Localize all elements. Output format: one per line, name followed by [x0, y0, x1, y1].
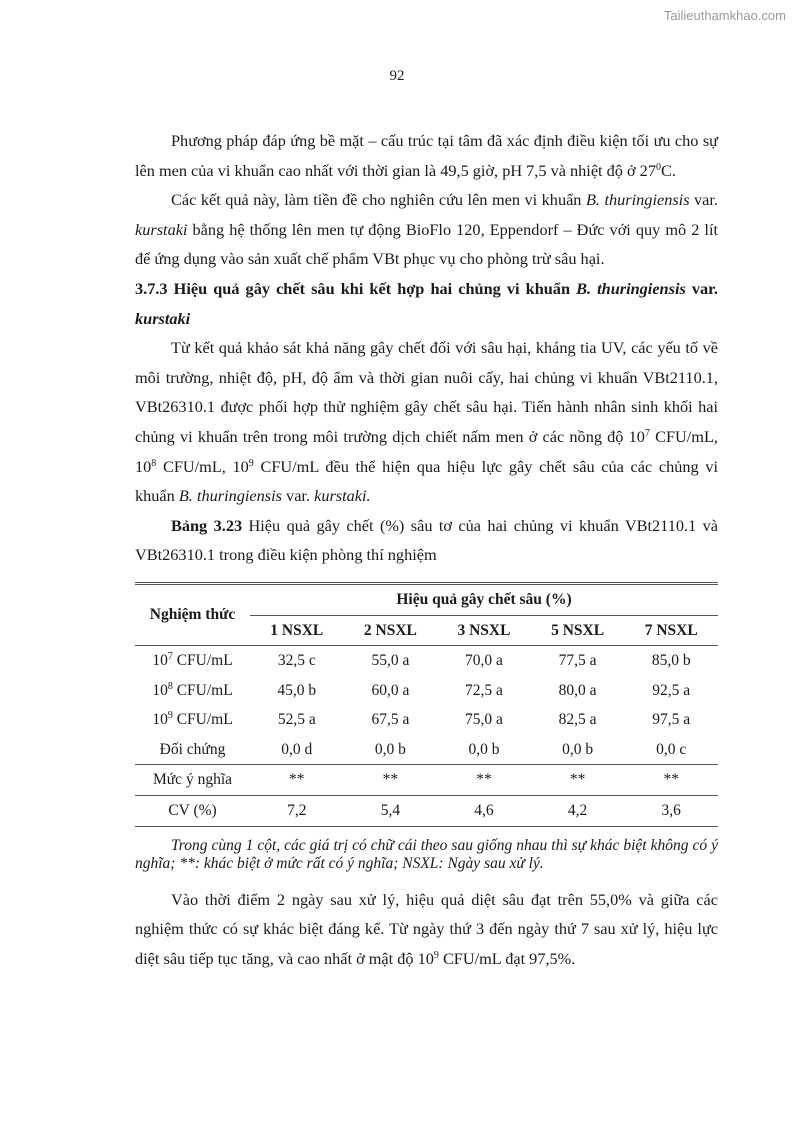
row-label: $10^9$ CFU/mL	[152, 710, 233, 729]
row-label: CV (%)	[135, 796, 250, 827]
row-label: Đối chứng	[159, 740, 226, 758]
header-col-7nsxl: 7 NSXL	[624, 615, 718, 646]
table-cell: 0,0 b	[562, 740, 594, 758]
table-cell: 4,2	[531, 796, 625, 827]
watermark: Tailieuthamkhao.com	[663, 8, 786, 23]
table-cell: 55,0 a	[371, 652, 410, 670]
table-cell: 45,0 b	[277, 681, 317, 699]
section-heading: 3.7.3 Hiệu quả gây chết sâu khi kết hợp hai chủng vi khuẩn B. thuringiensis var. kurstaki	[135, 278, 718, 328]
header-treatment: Nghiệm thức	[135, 583, 250, 645]
table-cell: 92,5 a	[652, 681, 691, 699]
table-cell: 4,6	[437, 796, 531, 827]
page-number: 92	[389, 68, 405, 84]
table-cell: 3,6	[624, 796, 718, 827]
table-cell: **	[250, 765, 344, 796]
results-table	[135, 582, 718, 827]
paragraph-experiment: Từ kết quả khảo sát khả năng gây chết đối với sâu hại, kháng tia UV, các yếu tố về môi trường, nhiệt độ, pH, độ ẩm và thời gian nuôi cấy, hai chủng vi khuẩn VBt2110.1, VBt26310.1 được phối hợp thử nghiệm gây chết sâu hại. Tiến hành nhân sinh khối hai chủng vi khuẩn trên trong môi trường dịch chiết nấm men ở các nồng độ $10^7$ CFU/mL, $10^8$ CFU/mL, $10^9$ CFU/mL đều thể hiện qua hiệu lực gây chết sâu của các chủng vi khuẩn B. thuringiensis var. kurstaki.	[135, 338, 718, 506]
table-cell: 32,5 c	[277, 652, 316, 670]
header-mortality-group: Hiệu quả gây chết sâu (%)	[396, 590, 572, 608]
paragraph-results-basis: Các kết quả này, làm tiền đề cho nghiên cứu lên men vi khuẩn B. thuringiensis var. kurstaki bằng hệ thống lên men tự động BioFlo 120, Eppendorf – Đức với quy mô 2 lít để ứng dụng vào sản xuất chế phẩm VBt phục vụ cho phòng trừ sâu hại.	[135, 190, 719, 269]
row-label: $10^7$ CFU/mL	[152, 651, 233, 670]
table-cell: **	[437, 765, 531, 796]
table-cell: 70,0 a	[465, 652, 503, 670]
table-row	[135, 705, 718, 735]
header-col-5nsxl: 5 NSXL	[531, 615, 625, 646]
table-row	[135, 676, 718, 706]
table-cell: 0,0 b	[374, 740, 406, 758]
table-cell: 7,2	[250, 796, 344, 827]
table-cell: **	[344, 765, 438, 796]
table-cell: 5,4	[344, 796, 438, 827]
table-cell: 77,5 a	[558, 652, 597, 670]
table-cell: 80,0 a	[558, 681, 597, 699]
header-col-2nsxl: 2 NSXL	[344, 615, 438, 646]
paragraph-conclusion: Vào thời điểm 2 ngày sau xử lý, hiệu quả diệt sâu đạt trên 55,0% và giữa các nghiệm thức có sự khác biệt đáng kể. Từ ngày thứ 3 đến ngày thứ 7 sau xử lý, hiệu lực diệt sâu tiếp tục tăng, và cao nhất ở mật độ $10^9$ CFU/mL đạt 97,5%.	[135, 889, 718, 968]
table-cell: 82,5 a	[558, 711, 597, 729]
table-cell: 0,0 b	[468, 740, 500, 758]
table-cell: 60,0 a	[371, 681, 410, 699]
header-col-3nsxl: 3 NSXL	[437, 615, 531, 646]
table-row	[135, 646, 718, 676]
table-row	[135, 735, 718, 765]
paragraph-optimization: Phương pháp đáp ứng bề mặt – cấu trúc tại tâm đã xác định điều kiện tối ưu cho sự lên men của vi khuẩn cao nhất với thời gian là 49,5 giờ, pH 7,5 và nhiệt độ ở $27^0C$.	[135, 131, 718, 180]
table-row	[135, 765, 718, 796]
table-cell: 75,0 a	[465, 711, 503, 729]
row-label: Mức ý nghĩa	[135, 765, 250, 796]
table-cell: 0,0 d	[281, 740, 313, 758]
table-cell: 85,0 b	[651, 652, 691, 670]
table-cell: 97,5 a	[652, 711, 691, 729]
table-cell: 72,5 a	[465, 681, 503, 699]
table-cell: 0,0 c	[656, 740, 687, 758]
header-col-1nsxl: 1 NSXL	[250, 615, 344, 646]
table-caption: Bảng 3.23 Hiệu quả gây chết (%) sâu tơ của hai chủng vi khuẩn VBt2110.1 và VBt26310.1 trong điều kiện phòng thí nghiệm	[135, 515, 718, 565]
page-content	[135, 126, 718, 973]
table-cell: 67,5 a	[371, 711, 410, 729]
table-cell: 52,5 a	[277, 711, 316, 729]
table-cell: **	[531, 765, 625, 796]
table-row	[135, 796, 718, 827]
table-note: Trong cùng 1 cột, các giá trị có chữ cái theo sau giống nhau thì sự khác biệt không có ý nghĩa; **: khác biệt ở mức rất có ý nghĩa; NSXL: Ngày sau xử lý.	[135, 836, 718, 872]
row-label: $10^8$ CFU/mL	[152, 680, 233, 699]
table-cell: **	[624, 765, 718, 796]
